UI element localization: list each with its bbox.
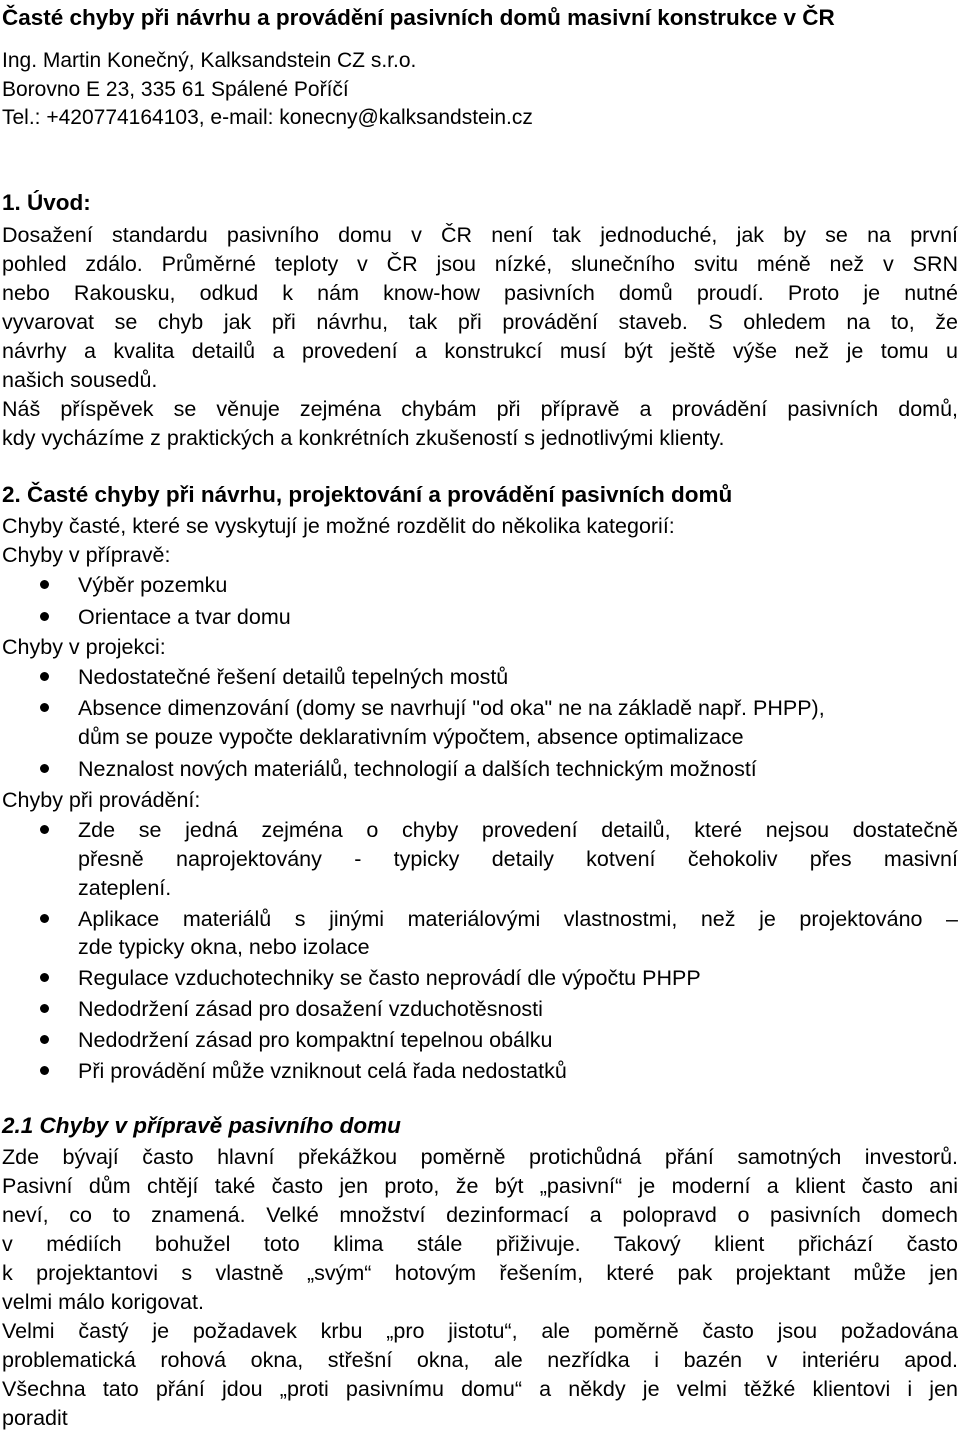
- bullet-icon: [40, 1004, 49, 1013]
- section-2-1-line: problematická rohová okna, střešní okna, ale nezřídka i bazén v interiéru apod.: [2, 1348, 958, 1372]
- category-construction: Chyby při provádění:: [2, 788, 201, 812]
- list-item: Neznalost nových materiálů, technologií a dalších technickým možností: [78, 757, 757, 781]
- list-item-continuation: zde typicky okna, nebo izolace: [78, 935, 370, 959]
- bullet-icon: [40, 672, 49, 681]
- list-item: Regulace vzduchotechniky se často neprovádí dle výpočtu PHPP: [78, 966, 701, 990]
- section-1-line: Náš příspěvek se věnuje zejména chybám při přípravě a provádění pasivních domů,: [2, 397, 958, 421]
- section-2-1-heading: 2.1 Chyby v přípravě pasivního domu: [2, 1113, 401, 1138]
- section-2-1-line: Zde bývají často hlavní překážkou poměrně protichůdná přání samotných investorů.: [2, 1145, 958, 1169]
- category-preparation: Chyby v přípravě:: [2, 543, 171, 567]
- list-item: Nedostatečné řešení detailů tepelných mostů: [78, 665, 509, 689]
- section-1-line: pohled zdálo. Průměrné teploty v ČR jsou nízké, slunečního svitu méně než v SRN: [2, 252, 958, 276]
- list-item: Nedodržení zásad pro dosažení vzduchotěsnosti: [78, 997, 543, 1021]
- bullet-icon: [40, 580, 49, 589]
- section-1-line: návrhy a kvalita detailů a provedení a konstrukcí musí být ještě výše než je tomu u: [2, 339, 958, 363]
- section-2-1-line: k projektantovi s vlastně „svým“ hotovým řešením, které pak projektant může jen: [2, 1261, 958, 1285]
- bullet-icon: [40, 612, 49, 621]
- list-item-continuation: zateplení.: [78, 876, 172, 900]
- list-item: Výběr pozemku: [78, 573, 228, 597]
- section-1-line: kdy vycházíme z praktických a konkrétních zkušeností s jednotlivými klienty.: [2, 426, 725, 450]
- section-1-line: našich sousedů.: [2, 368, 158, 392]
- bullet-icon: [40, 703, 49, 712]
- category-design: Chyby v projekci:: [2, 635, 166, 659]
- section-2-1-line: neví, co to znamená. Velké množství dezinformací a polopravd o pasivních domech: [2, 1203, 958, 1227]
- section-2-1-line: poradit: [2, 1406, 68, 1430]
- author-line-2: Borovno E 23, 335 61 Spálené Poříčí: [2, 78, 349, 101]
- section-2-1-line: Všechna tato přání jdou „proti pasivnímu domu“ a někdy je velmi těžké klientovi i jen: [2, 1377, 958, 1401]
- bullet-icon: [40, 825, 49, 834]
- list-item: Orientace a tvar domu: [78, 605, 291, 629]
- bullet-icon: [40, 1066, 49, 1075]
- list-item-continuation: přesně naprojektovány - typicky detaily kotvení čehokoliv přes masivní: [78, 847, 958, 871]
- list-item: Při provádění může vzniknout celá řada nedostatků: [78, 1059, 567, 1083]
- list-item-continuation: dům se pouze vypočte deklarativním výpočtem, absence optimalizace: [78, 725, 744, 749]
- list-item: Zde se jedná zejména o chyby provedení detailů, které nejsou dostatečně: [78, 818, 958, 842]
- section-2-1-line: Pasivní dům chtějí také často jen proto, že být „pasivní“ je moderní a klient často ani: [2, 1174, 958, 1198]
- bullet-icon: [40, 914, 49, 923]
- section-1-line: vyvarovat se chyb jak při návrhu, tak při provádění staveb. S ohledem na to, že: [2, 310, 958, 334]
- author-line-3: Tel.: +420774164103, e-mail: konecny@kalksandstein.cz: [2, 106, 533, 129]
- section-1-line: nebo Rakousku, odkud k nám know-how pasivních domů proudí. Proto je nutné: [2, 281, 958, 305]
- bullet-icon: [40, 764, 49, 773]
- list-item: Absence dimenzování (domy se navrhují "od oka" ne na základě např. PHPP),: [78, 696, 825, 720]
- bullet-icon: [40, 1035, 49, 1044]
- section-2-1-line: Velmi častý je požadavek krbu „pro jistotu“, ale poměrně často jsou požadována: [2, 1319, 958, 1343]
- section-2-1-line: velmi málo korigovat.: [2, 1290, 204, 1314]
- section-2-intro: Chyby časté, které se vyskytují je možné rozdělit do několika kategorií:: [2, 514, 675, 538]
- section-2-1-line: v médiích bohužel toto klima stále přiživuje. Takový klient přichází často: [2, 1232, 958, 1256]
- list-item: Aplikace materiálů s jinými materiálovými vlastnostmi, než je projektováno –: [78, 907, 958, 931]
- list-item: Nedodržení zásad pro kompaktní tepelnou obálku: [78, 1028, 553, 1052]
- author-line-1: Ing. Martin Konečný, Kalksandstein CZ s.r.o.: [2, 49, 417, 72]
- section-2-heading: 2. Časté chyby při návrhu, projektování a provádění pasivních domů: [2, 482, 733, 507]
- bullet-icon: [40, 973, 49, 982]
- section-1-line: Dosažení standardu pasivního domu v ČR není tak jednoduché, jak by se na první: [2, 223, 958, 247]
- document-title: Časté chyby při návrhu a provádění pasivních domů masivní konstrukce v ČR: [2, 5, 835, 30]
- section-1-heading: 1. Úvod:: [2, 190, 91, 215]
